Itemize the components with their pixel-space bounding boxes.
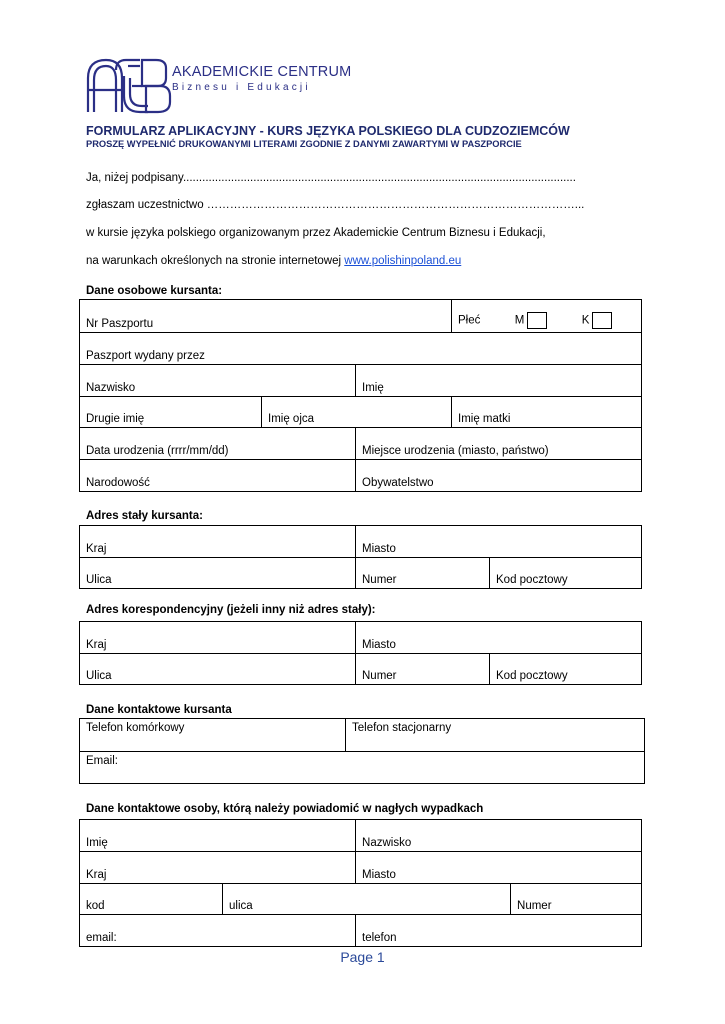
birth-date-field[interactable]: Data urodzenia (rrrr/mm/dd) bbox=[80, 428, 356, 460]
emergency-phone-field[interactable]: telefon bbox=[356, 915, 642, 947]
personal-data-table bbox=[79, 299, 642, 492]
emergency-number-field[interactable]: Numer bbox=[511, 884, 642, 915]
mailing-postcode-field[interactable]: Kod pocztowy bbox=[490, 654, 642, 685]
emergency-heading: Dane kontaktowe osoby, którą należy powiadomić w nagłych wypadkach bbox=[86, 803, 484, 815]
birth-place-field[interactable]: Miejsce urodzenia (miasto, państwo) bbox=[356, 428, 642, 460]
emergency-surname-field[interactable]: Nazwisko bbox=[356, 820, 642, 852]
landline-phone-field[interactable]: Telefon stacjonarny bbox=[346, 719, 645, 752]
permanent-country-field[interactable]: Kraj bbox=[80, 526, 356, 558]
intro-line-4 bbox=[86, 255, 461, 267]
sex-label: Płeć bbox=[458, 314, 481, 327]
intro-line-2: zgłaszam uczestnictwo ……………………………………………………………………………………... bbox=[86, 199, 585, 211]
permanent-address-table bbox=[79, 525, 642, 589]
passport-number-field[interactable]: Nr Paszportu bbox=[80, 300, 452, 333]
logo-name-line2: Biznesu i Edukacji bbox=[172, 82, 311, 93]
page-number: Page 1 bbox=[340, 949, 385, 965]
intro-line-4-text: na warunkach określonych na stronie internetowej bbox=[86, 255, 345, 267]
citizenship-field[interactable]: Obywatelstwo bbox=[356, 460, 642, 492]
mailing-address-table bbox=[79, 621, 642, 685]
emergency-table bbox=[79, 819, 642, 947]
emergency-street-field[interactable]: ulica bbox=[223, 884, 511, 915]
form-title: FORMULARZ APLIKACYJNY - KURS JĘZYKA POLSKIEGO DLA CUDZOZIEMCÓW bbox=[86, 124, 570, 138]
permanent-postcode-field[interactable]: Kod pocztowy bbox=[490, 558, 642, 589]
contact-heading: Dane kontaktowe kursanta bbox=[86, 704, 232, 716]
emergency-city-field[interactable]: Miasto bbox=[356, 852, 642, 884]
intro-line-1: Ja, niżej podpisany........................................................................................................................... bbox=[86, 172, 576, 184]
permanent-city-field[interactable]: Miasto bbox=[356, 526, 642, 558]
permanent-street-field[interactable]: Ulica bbox=[80, 558, 356, 589]
emergency-code-field[interactable]: kod bbox=[80, 884, 223, 915]
intro-line-3: w kursie języka polskiego organizowanym przez Akademickie Centrum Biznesu i Edukacji, bbox=[86, 227, 546, 239]
first-name-field[interactable]: Imię bbox=[356, 365, 642, 397]
permanent-number-field[interactable]: Numer bbox=[356, 558, 490, 589]
email-field[interactable]: Email: bbox=[80, 752, 645, 784]
form-subtitle: PROSZĘ WYPEŁNIĆ DRUKOWANYMI LITERAMI ZGODNIE Z DANYMI ZAWARTYMI W PASZPORCIE bbox=[86, 139, 522, 149]
surname-field[interactable]: Nazwisko bbox=[80, 365, 356, 397]
mailing-address-heading: Adres korespondencyjny (jeżeli inny niż adres stały): bbox=[86, 604, 376, 616]
mailing-city-field[interactable]: Miasto bbox=[356, 622, 642, 654]
mobile-phone-field[interactable]: Telefon komórkowy bbox=[80, 719, 346, 752]
mailing-country-field[interactable]: Kraj bbox=[80, 622, 356, 654]
female-label: K bbox=[581, 314, 590, 327]
emergency-first-name-field[interactable]: Imię bbox=[80, 820, 356, 852]
passport-issued-field[interactable]: Paszport wydany przez bbox=[80, 333, 642, 365]
father-name-field[interactable]: Imię ojca bbox=[262, 397, 452, 428]
permanent-address-heading: Adres stały kursanta: bbox=[86, 510, 203, 522]
mailing-number-field[interactable]: Numer bbox=[356, 654, 490, 685]
logo-name-line1: AKADEMICKIE CENTRUM bbox=[172, 64, 352, 80]
emergency-email-field[interactable]: email: bbox=[80, 915, 356, 947]
emergency-country-field[interactable]: Kraj bbox=[80, 852, 356, 884]
mother-name-field[interactable]: Imię matki bbox=[452, 397, 642, 428]
second-name-field[interactable]: Drugie imię bbox=[80, 397, 262, 428]
sex-field[interactable] bbox=[452, 300, 642, 333]
male-label: M bbox=[514, 314, 525, 327]
female-checkbox[interactable] bbox=[592, 312, 612, 329]
male-checkbox[interactable] bbox=[527, 312, 547, 329]
personal-data-heading: Dane osobowe kursanta: bbox=[86, 285, 223, 297]
website-link[interactable]: www.polishinpoland.eu bbox=[344, 255, 462, 267]
nationality-field[interactable]: Narodowość bbox=[80, 460, 356, 492]
mailing-street-field[interactable]: Ulica bbox=[80, 654, 356, 685]
contact-table bbox=[79, 718, 645, 784]
